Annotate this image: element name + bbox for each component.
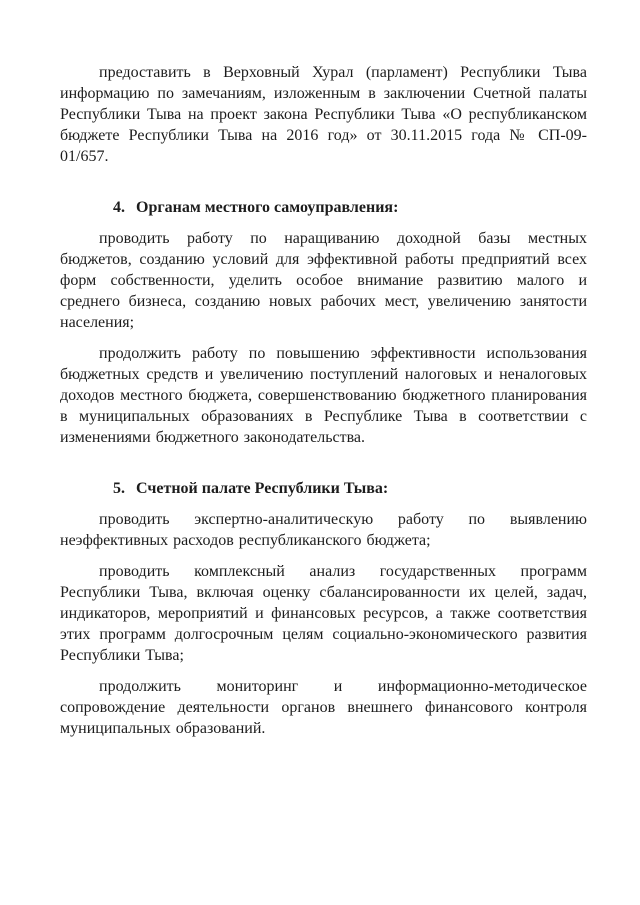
section-4-paragraph-1: проводить работу по наращиванию доходной базы местных бюджетов, созданию условий для эффективной работы предприятий всех форм собственности, уделить особое внимание развитию малого и среднего бизнеса, созданию новых рабочих мест, увеличению занятости населения; bbox=[60, 230, 587, 331]
section-5-paragraph-3: продолжить мониторинг и информационно-методическое сопровождение деятельности органов внешнего финансового контроля муниципальных образований. bbox=[60, 678, 587, 737]
section-4-title: Органам местного самоуправления: bbox=[136, 199, 399, 216]
section-5-paragraph-2: проводить комплексный анализ государственных программ Республики Тыва, включая оценку сбалансированности их целей, задач, индикаторов, мероприятий и финансовых ресурсов, а также соответствия этих программ долгосрочным целям социально-экономического развития Республики Тыва; bbox=[60, 563, 587, 664]
intro-paragraph: предоставить в Верховный Хурал (парламент) Республики Тыва информацию по замечаниям, изложенным в заключении Счетной палаты Республики Тыва на проект закона Республики Тыва «О республиканском бюджете Республики Тыва на 2016 год» от 30.11.2015 года № СП-09-01/657. bbox=[60, 64, 587, 165]
section-4-heading bbox=[60, 197, 587, 218]
section-4-number: 4. bbox=[113, 199, 125, 216]
section-4-paragraph-2: продолжить работу по повышению эффективности использования бюджетных средств и увеличению поступлений налоговых и неналоговых доходов местного бюджета, совершенствованию бюджетного планирования в муниципальных образованиях в Республике Тыва в соответствии с изменениями бюджетного законодательства. bbox=[60, 345, 587, 446]
section-5-title: Счетной палате Республики Тыва: bbox=[136, 480, 389, 497]
section-5-heading bbox=[60, 478, 587, 499]
section-5-number: 5. bbox=[113, 480, 125, 497]
section-5-paragraph-1: проводить экспертно-аналитическую работу по выявлению неэффективных расходов республиканского бюджета; bbox=[60, 511, 587, 549]
